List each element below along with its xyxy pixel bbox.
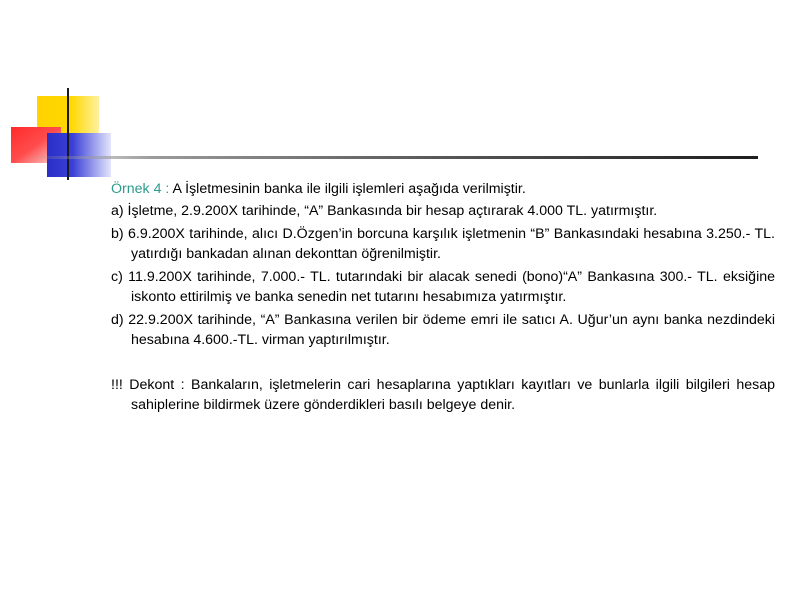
blue-square-decoration — [47, 133, 111, 177]
item-c: c) 11.9.200X tarihinde, 7.000.- TL. tutarındaki bir alacak senedi (bono)“A” Bankasına 300.- TL. eksiğine iskonto ettirilmiş ve banka senedin net tutarını hesabımıza yatırmıştır. — [111, 269, 775, 305]
example-intro-text: A İşletmesinin banka ile ilgili işlemleri aşağıda verilmiştir. — [169, 181, 526, 197]
item-a: a) İşletme, 2.9.200X tarihinde, “A” Bankasında bir hesap açtırarak 4.000 TL. yatırmıştır. — [111, 203, 658, 219]
title-divider-line — [22, 156, 758, 159]
item-d: d) 22.9.200X tarihinde, “A” Bankasına verilen bir ödeme emri ile satıcı A. Uğur’un aynı banka nezdindeki hesabına 4.600.-TL. virman yaptırılmıştır. — [111, 312, 775, 348]
example-heading: Örnek 4 : — [111, 181, 170, 197]
dekont-note: !!! Dekont : Bankaların, işletmelerin cari hesaplarına yaptıkları kayıtları ve bunlarla ilgili bilgileri hesap sahiplerine bildirmek üzere gönderdikleri basılı belgeye denir. — [111, 377, 775, 413]
vertical-divider — [67, 88, 69, 180]
item-b: b) 6.9.200X tarihinde, alıcı D.Özgen’in borcuna karşılık işletmenin “B” Bankasındaki hesabına 3.250.- TL. yatırdığı bankadan alınan dekonttan öğrenilmiştir. — [111, 226, 775, 262]
slide-content — [111, 179, 775, 418]
example-intro — [111, 179, 775, 199]
